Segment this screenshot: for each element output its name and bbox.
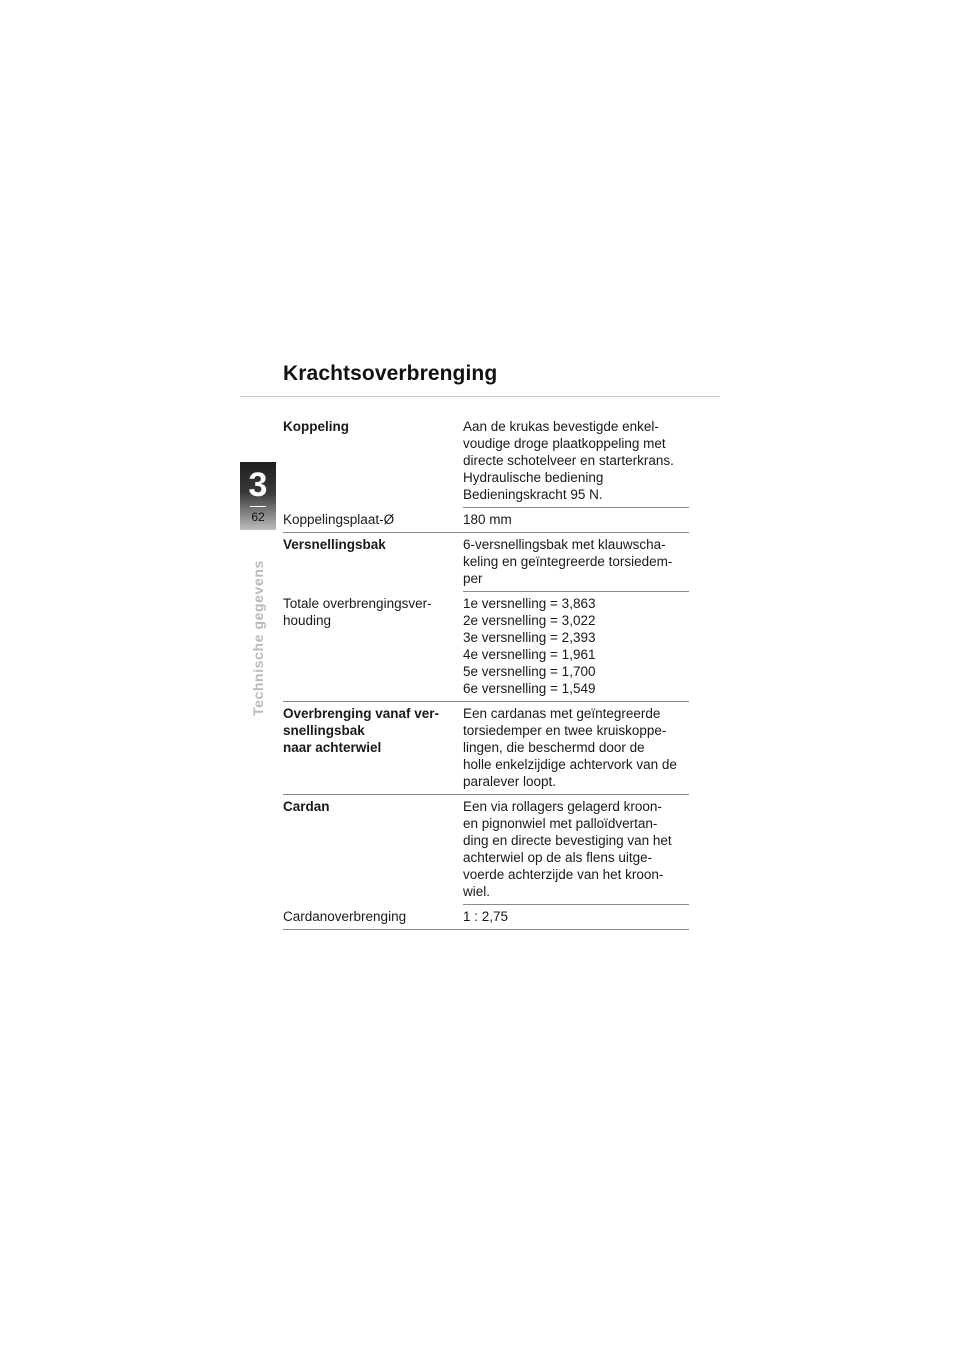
spec-value	[463, 905, 689, 929]
spec-value-line: 2e versnelling = 3,022	[463, 613, 596, 628]
spec-value-line: voudige droge plaatkoppeling met	[463, 436, 666, 451]
spec-label-line: Versnellingsbak	[283, 537, 386, 552]
title-divider	[240, 396, 720, 397]
spec-value-line: 4e versnelling = 1,961	[463, 647, 596, 662]
spec-value-line: 6-versnellingsbak met klauwscha-	[463, 537, 666, 552]
spec-label-line: Overbrenging vanaf ver-	[283, 706, 440, 721]
spec-value	[463, 592, 689, 701]
spec-label	[283, 702, 463, 794]
spec-value-line: keling en geïntegreerde torsiedem-	[463, 554, 673, 569]
section-side-label: Technische gegevens	[250, 560, 266, 716]
chapter-number-divider	[250, 506, 266, 507]
spec-value-line: 6e versnelling = 1,549	[463, 681, 596, 696]
spec-value-line: 5e versnelling = 1,700	[463, 664, 596, 679]
spec-value-line: Een via rollagers gelagerd kroon-	[463, 799, 662, 814]
spec-value-line: per	[463, 571, 483, 586]
spec-value	[463, 415, 689, 508]
spec-label	[283, 592, 463, 701]
spec-value	[463, 533, 689, 592]
spec-value-line: Aan de krukas bevestigde enkel-	[463, 419, 659, 434]
spec-label-line: Koppelingsplaat-Ø	[283, 512, 395, 527]
spec-table	[283, 415, 689, 930]
spec-label-line: Cardan	[283, 799, 330, 814]
spec-value	[463, 795, 689, 905]
spec-value-line: ding en directe bevestiging van het	[463, 833, 672, 848]
spec-value-line: Hydraulische bediening	[463, 470, 604, 485]
spec-label-line: Koppeling	[283, 419, 349, 434]
spec-value	[463, 508, 689, 532]
spec-label-line: naar achterwiel	[283, 740, 382, 755]
spec-row	[283, 905, 689, 930]
spec-row	[283, 415, 689, 508]
spec-value-line: Een cardanas met geïntegreerde	[463, 706, 661, 721]
spec-value-line: torsiedemper en twee kruiskoppe-	[463, 723, 667, 738]
chapter-number: 3	[248, 466, 268, 504]
spec-value-line: Bedieningskracht 95 N.	[463, 487, 603, 502]
spec-label-line: houding	[283, 613, 332, 628]
spec-value	[463, 702, 689, 794]
spec-value-line: lingen, die beschermd door de	[463, 740, 645, 755]
spec-label	[283, 533, 463, 592]
spec-value-line: achterwiel op de als flens uitge-	[463, 850, 653, 865]
spec-label	[283, 415, 463, 508]
spec-value-line: 3e versnelling = 2,393	[463, 630, 596, 645]
spec-label	[283, 905, 463, 929]
spec-value-line: directe schotelveer en starterkrans.	[463, 453, 674, 468]
chapter-tab	[240, 462, 276, 530]
spec-row	[283, 533, 689, 592]
spec-label	[283, 795, 463, 905]
spec-label-line: Cardanoverbrenging	[283, 909, 407, 924]
spec-row	[283, 702, 689, 795]
spec-value-line: paralever loopt.	[463, 774, 557, 789]
spec-value-line: 1 : 2,75	[463, 909, 509, 924]
spec-value-line: 1e versnelling = 3,863	[463, 596, 596, 611]
spec-value-line: voerde achterzijde van het kroon-	[463, 867, 664, 882]
spec-value-line: en pignonwiel met palloïdvertan-	[463, 816, 658, 831]
spec-row	[283, 795, 689, 905]
spec-label	[283, 508, 463, 532]
page-title: Krachtsoverbrenging	[283, 362, 498, 385]
spec-label-line: Totale overbrengingsver-	[283, 596, 432, 611]
spec-row	[283, 508, 689, 533]
spec-value-line: wiel.	[463, 884, 491, 899]
spec-row	[283, 592, 689, 702]
page-number: 62	[251, 510, 265, 524]
spec-label-line: snellingsbak	[283, 723, 365, 738]
spec-value-line: holle enkelzijdige achtervork van de	[463, 757, 677, 772]
spec-value-line: 180 mm	[463, 512, 512, 527]
